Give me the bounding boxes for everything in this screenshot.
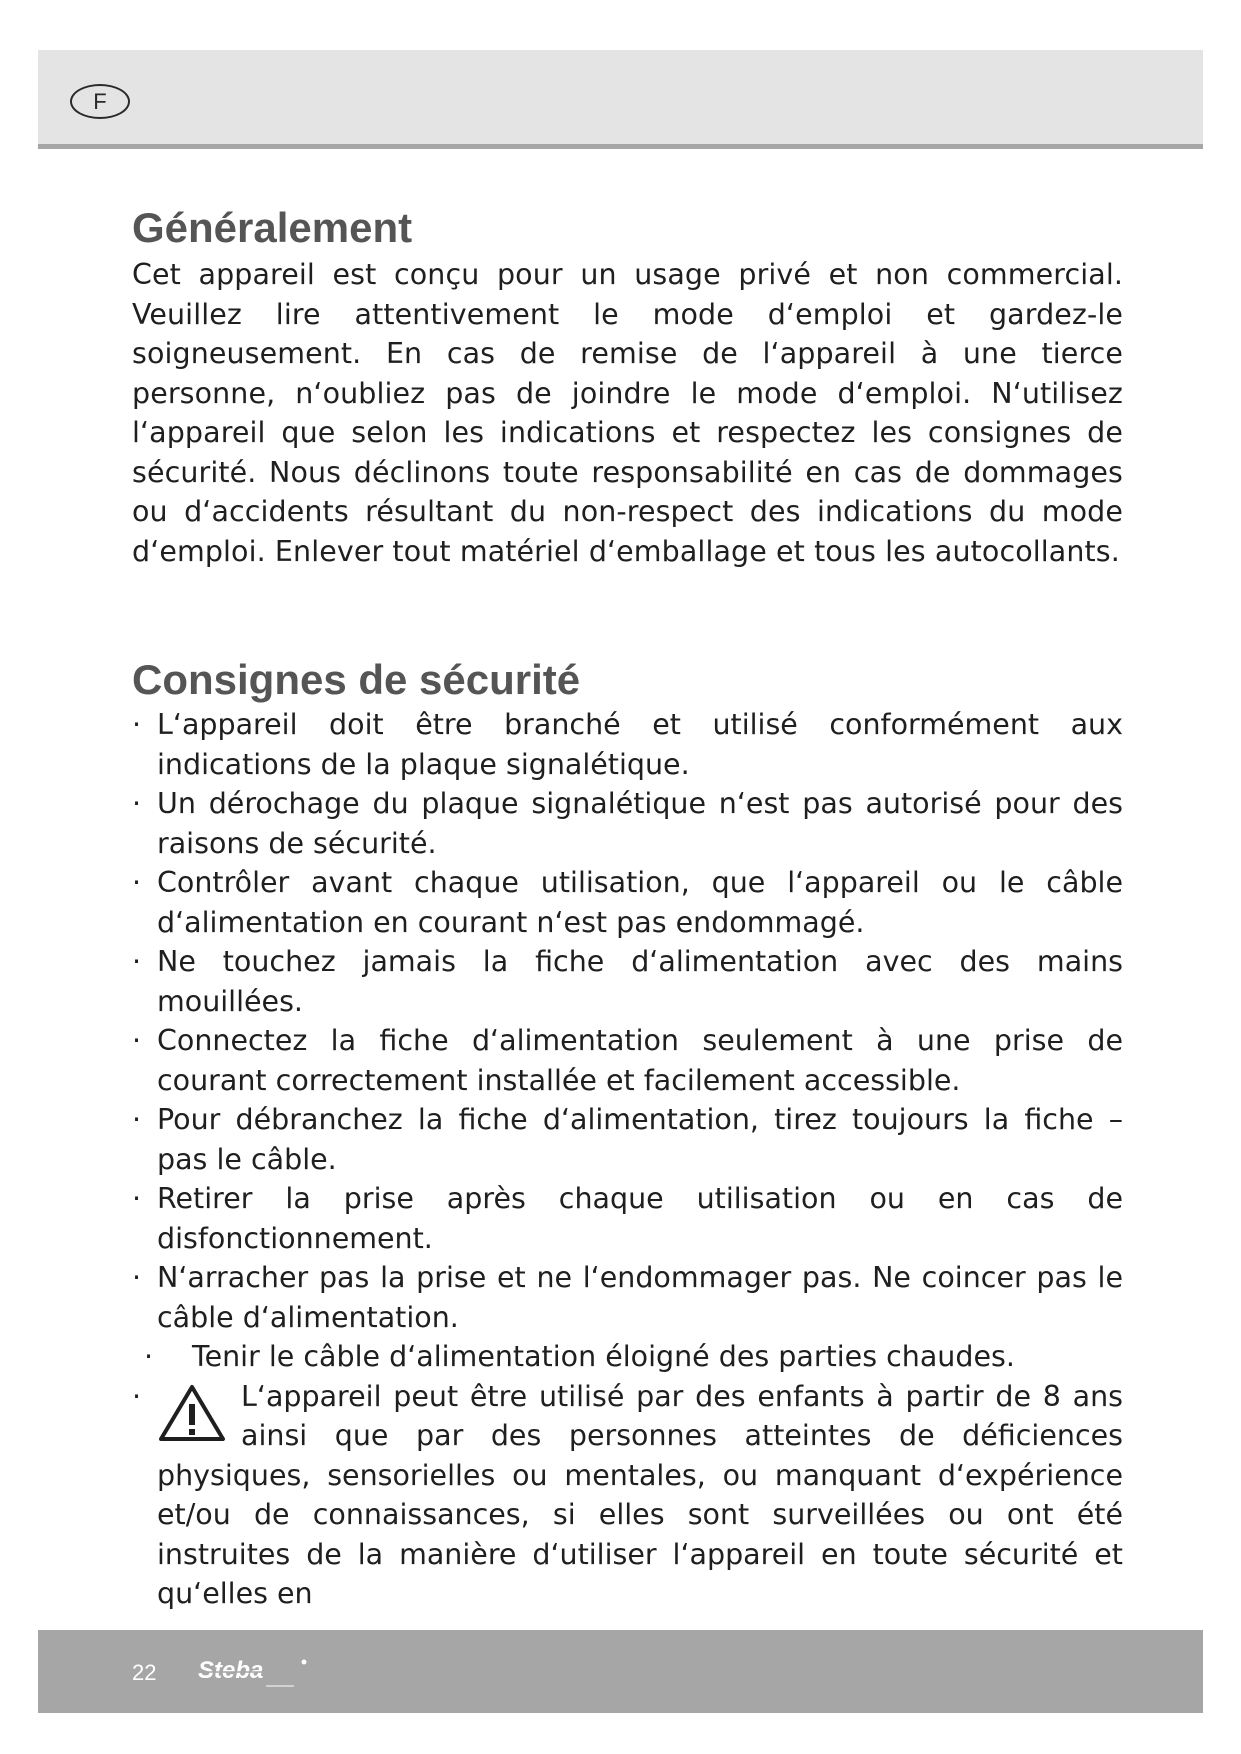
bullet-dot: · [132,708,142,741]
bullet-dot: · [132,1024,142,1057]
steba-logo-icon [196,1654,316,1694]
page-footer [38,1630,1203,1713]
bullet-dot: · [132,1379,142,1413]
list-item-text: Connectez la fiche d‘alimentation seulement à une prise de courant correctement installée et facilement accessible. [157,1024,1123,1097]
page-header [38,50,1203,149]
list-item [132,1021,1123,1100]
list-item-text: Ne touchez jamais la fiche d‘alimentation avec des mains mouillées. [157,945,1123,1018]
list-item [132,705,1123,784]
list-item-text: Un dérochage du plaque signalétique n‘est pas autorisé pour des raisons de sécurité. [157,787,1123,860]
list-item-text: Tenir le câble d‘alimentation éloigné des parties chaudes. [192,1340,1015,1373]
section-safety [132,655,1123,1614]
bullet-dot: · [132,945,142,978]
bullet-dot: · [132,787,142,820]
list-item [132,1179,1123,1258]
safety-list [132,705,1123,1614]
page-number: 22 [132,1660,157,1685]
section-title-safety: Consignes de sécurité [132,656,581,703]
bullet-dot: · [132,866,142,899]
section-title-general: Généralement [132,204,413,251]
list-item-text: Pour débranchez la fiche d‘alimentation, tirez toujours la fiche – pas le câble. [157,1103,1123,1176]
list-item [132,1100,1123,1179]
list-item-text: L‘appareil peut être utilisé par des enfants à partir de 8 ans ainsi que par des personnes atteintes de déficiences physiques, sensorielles ou mentales, ou manquant d‘expérience et/ou de connaissances, si elles sont surveillées ou ont été instruites de la manière d‘utiliser l‘appareil en toute sécurité et qu‘elles en [157,1379,1123,1610]
list-item [132,942,1123,1021]
list-item-text: N‘arracher pas la prise et ne l‘endommager pas. Ne coincer pas le câble d‘alimentation. [157,1261,1123,1334]
list-item [132,863,1123,942]
section-general [132,203,1123,571]
bullet-dot: · [132,1103,142,1136]
language-badge: F [70,84,130,119]
list-item-text: Retirer la prise après chaque utilisation ou en cas de disfonctionnement. [157,1182,1123,1255]
list-item [132,784,1123,863]
bullet-dot: · [132,1261,142,1294]
bullet-dot: · [144,1340,154,1373]
list-item-text: Contrôler avant chaque utilisation, que l‘appareil ou le câble d‘alimentation en courant n‘est pas endommagé. [157,866,1123,939]
list-item-warning [132,1377,1123,1614]
warning-triangle-icon [157,1383,227,1443]
list-item [132,1258,1123,1337]
brand-name: Steba [198,1657,264,1684]
list-item [132,1337,1123,1377]
bullet-dot: · [132,1182,142,1215]
general-paragraph: Cet appareil est conçu pour un usage privé et non commercial. Veuillez lire attentivement le mode d‘emploi et gardez-le soigneusement. En cas de remise de l‘appareil à une tierce personne, n‘oubliez pas de joindre le mode d‘emploi. N‘utilisez l‘appareil que selon les indications et respectez les consignes de sécurité. Nous déclinons toute responsabilité en cas de dommages ou d‘accidents résultant du non-respect des indications du mode d‘emploi. Enlever tout matériel d‘emballage et tous les autocollants. [132,258,1123,568]
list-item-text: L‘appareil doit être branché et utilisé conformément aux indications de la plaque signalétique. [157,708,1123,781]
